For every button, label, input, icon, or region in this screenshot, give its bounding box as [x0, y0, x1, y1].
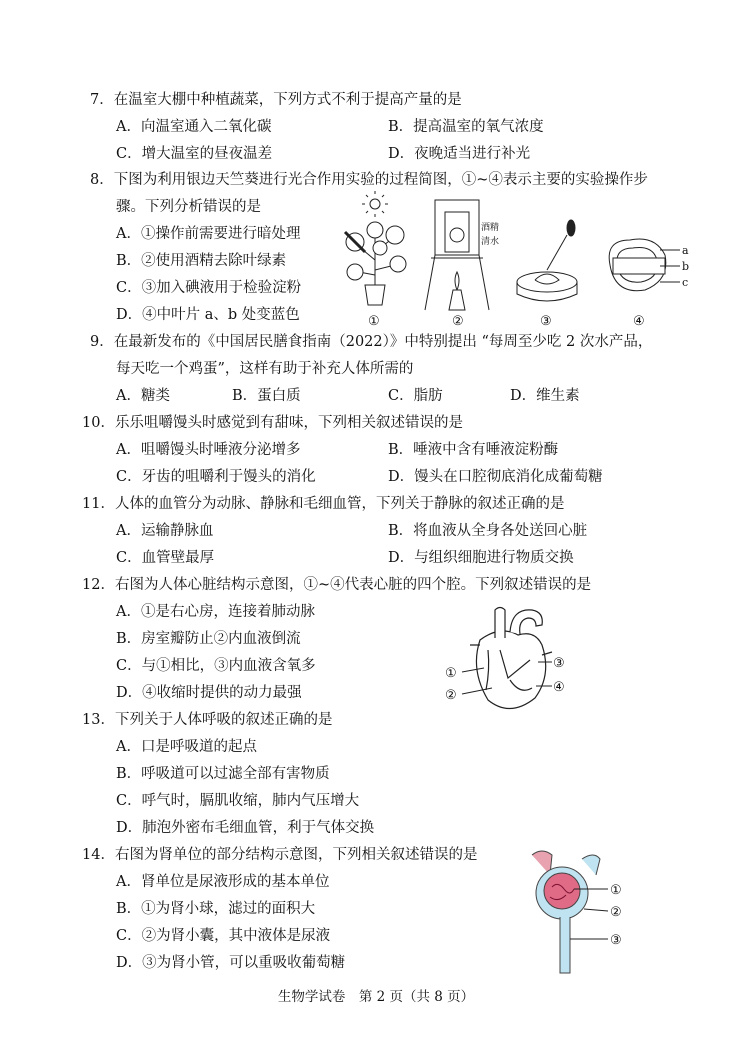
q10-option-b[interactable]: B．唾液中含有唾液淀粉酶 — [388, 442, 559, 458]
nephron-label-3: ③ — [610, 933, 622, 948]
sun-icon — [362, 191, 388, 217]
alcohol-water-bath — [425, 200, 489, 310]
nephron-diagram — [512, 845, 662, 975]
leaf-label-b: b — [682, 260, 690, 273]
q13-option-a[interactable]: A．口是呼吸道的起点 — [116, 739, 257, 755]
q10-option-d[interactable]: D．馒头在口腔彻底消化成葡萄糖 — [388, 469, 603, 485]
question-8-stem-line2: 骤。下列分析错误的是 — [116, 199, 261, 215]
q8-option-b[interactable]: B．②使用酒精去除叶绿素 — [116, 253, 287, 269]
q14-option-a[interactable]: A．肾单位是尿液形成的基本单位 — [116, 874, 330, 890]
q7-option-c[interactable]: C．增大温室的昼夜温差 — [116, 146, 273, 162]
question-14-stem: 14．右图为肾单位的部分结构示意图，下列相关叙述错误的是 — [82, 847, 478, 863]
q8-option-d[interactable]: D．④中叶片 a、b 处变蓝色 — [116, 307, 300, 323]
question-12-stem: 12．右图为人体心脏结构示意图，①~④代表心脏的四个腔。下列叙述错误的是 — [82, 577, 592, 593]
heart-label-3: ③ — [553, 656, 565, 671]
q9-option-d[interactable]: D．维生素 — [510, 388, 580, 404]
water-label: 清水 — [481, 237, 500, 247]
q14-option-c[interactable]: C．②为肾小囊，其中液体是尿液 — [116, 928, 331, 944]
leaf-label-c: c — [682, 276, 689, 289]
q8-option-a[interactable]: A．①操作前需要进行暗处理 — [116, 226, 301, 242]
q9-option-c[interactable]: C．脂肪 — [388, 388, 443, 404]
q7-option-a[interactable]: A．向温室通入二氧化碳 — [116, 119, 272, 135]
q10-option-c[interactable]: C．牙齿的咀嚼利于馒头的消化 — [116, 469, 316, 485]
q9-option-b[interactable]: B．蛋白质 — [232, 388, 301, 404]
leaf-label-a: a — [682, 244, 689, 257]
q13-option-b[interactable]: B．呼吸道可以过滤全部有害物质 — [116, 766, 330, 782]
photosynthesis-experiment-figure — [335, 190, 695, 330]
heart-diagram — [440, 600, 580, 720]
q12-option-d[interactable]: D．④收缩时提供的动力最强 — [116, 685, 302, 701]
nephron-structure — [532, 851, 600, 973]
q12-option-c[interactable]: C．与①相比，③内血液含氧多 — [116, 658, 316, 674]
emphasis-text: 不利于 — [331, 92, 375, 108]
q7-option-b[interactable]: B．提高温室的氧气浓度 — [388, 119, 544, 135]
q9-option-a[interactable]: A．糖类 — [116, 388, 170, 404]
geranium-plant — [345, 222, 406, 305]
nephron-label-1: ① — [610, 883, 622, 898]
q14-option-d[interactable]: D．③为肾小管，可以重吸收葡萄糖 — [116, 955, 346, 971]
step-label-1: ① — [368, 314, 380, 329]
step-label-2: ② — [452, 314, 464, 329]
q8-option-c[interactable]: C．③加入碘液用于检验淀粉 — [116, 280, 302, 296]
q13-option-c[interactable]: C．呼气时，膈肌收缩，肺内气压增大 — [116, 793, 360, 809]
question-9-stem-line1: 9．在最新发布的《中国居民膳食指南（2022）》中特别提出 “每周至少吃 2 次水产品， — [90, 334, 653, 350]
leaf-diagram — [609, 239, 680, 291]
q11-option-a[interactable]: A．运输静脉血 — [116, 523, 214, 539]
heart-label-2: ② — [445, 688, 457, 703]
q11-option-d[interactable]: D．与组织细胞进行物质交换 — [388, 550, 574, 566]
question-13-stem: 13．下列关于人体呼吸的叙述正确的是 — [82, 712, 333, 728]
q11-option-b[interactable]: B．将血液从全身各处送回心脏 — [388, 523, 588, 539]
heart-outline — [470, 608, 552, 709]
heart-label-4: ④ — [553, 680, 565, 695]
heart-label-1: ① — [445, 666, 457, 681]
iodine-dropper-dish — [517, 220, 577, 301]
page-footer: 生物学试卷 第 2 页（共 8 页） — [277, 989, 475, 1005]
q13-option-d[interactable]: D．肺泡外密布毛细血管，利于气体交换 — [116, 820, 375, 836]
question-9-stem-line2: 每天吃一个鸡蛋”，这样有助于补充人体所需的 — [116, 361, 414, 377]
step-label-3: ③ — [540, 314, 552, 329]
q10-option-a[interactable]: A．咀嚼馒头时唾液分泌增多 — [116, 442, 301, 458]
question-7-stem: 7．在温室大棚中种植蔬菜，下列方式不利于提高产量的是 — [90, 92, 462, 108]
nephron-label-2: ② — [610, 905, 622, 920]
question-11-stem: 11．人体的血管分为动脉、静脉和毛细血管，下列关于静脉的叙述正确的是 — [82, 496, 565, 512]
q12-option-a[interactable]: A．①是右心房，连接着肺动脉 — [116, 604, 315, 620]
alcohol-label: 酒精 — [481, 223, 500, 233]
q7-option-d[interactable]: D．夜晚适当进行补光 — [388, 146, 531, 162]
step-label-4: ④ — [633, 314, 645, 329]
q12-option-b[interactable]: B．房室瓣防止②内血液倒流 — [116, 631, 301, 647]
question-8-stem-line1: 8．下图为利用银边天竺葵进行光合作用实验的过程简图，①~④表示主要的实验操作步 — [90, 172, 648, 188]
question-10-stem: 10．乐乐咀嚼馒头时感觉到有甜味，下列相关叙述错误的是 — [82, 415, 463, 431]
q14-option-b[interactable]: B．①为肾小球，滤过的面积大 — [116, 901, 316, 917]
q11-option-c[interactable]: C．血管壁最厚 — [116, 550, 215, 566]
